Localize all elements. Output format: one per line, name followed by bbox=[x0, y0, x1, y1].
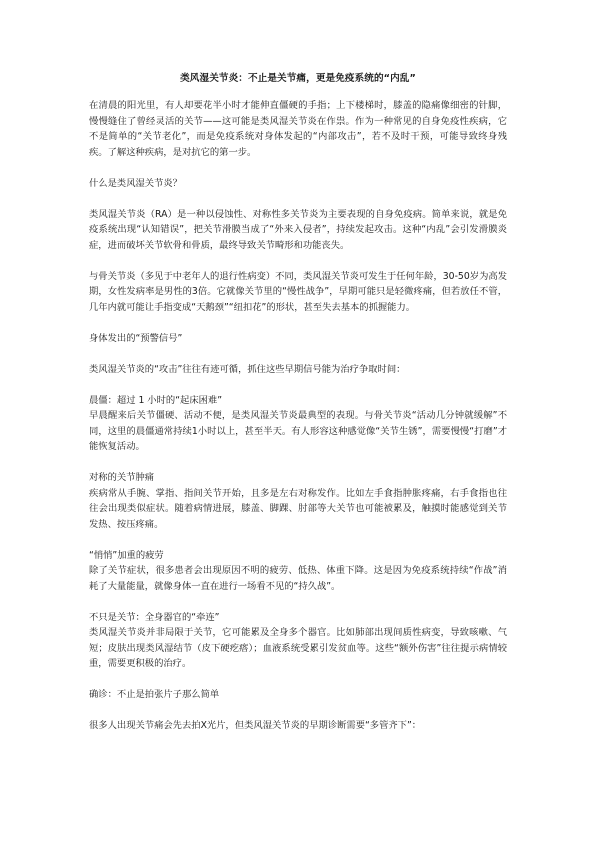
section-heading-diagnosis: 确诊：不止是拍张片子那么简单 bbox=[89, 689, 220, 700]
symptom-label-morning-stiffness: 晨僵：超过 1 小时的“起床困难” bbox=[89, 394, 223, 406]
symptom-text-systemic: 类风湿关节炎并非局限于关节，它可能累及全身多个器官。比如肺部出现间质性病变，导致咳嗽、气短；皮肤出现类风湿结节（皮下硬疙瘩）；血液系统受累引发贫血等。这些“额外伤害”往往提示病情较重，需要更积极的治疗。 bbox=[89, 627, 507, 669]
symptom-label-systemic: 不只是关节：全身器官的“牵连” bbox=[89, 611, 220, 623]
definition-paragraph: 类风湿关节炎（RA）是一种以侵蚀性、对称性多关节炎为主要表现的自身免疫病。简单来说，就是免疫系统出现“认知错误”，把关节滑膜当成了“外来入侵者”，持续发起攻击。这种“内乱”会引发滑膜炎症，进而破坏关节软骨和骨质，最终导致关节畸形和功能丧失。 bbox=[89, 208, 507, 251]
diagnosis-lead: 很多人出现关节痛会先去拍X光片，但类风湿关节炎的早期诊断需要“多管齐下”： bbox=[89, 720, 422, 731]
symptom-label-symmetric-swelling: 对称的关节肿痛 bbox=[89, 472, 155, 483]
document-body bbox=[89, 72, 507, 734]
warning-signs-lead: 类风湿关节炎的“攻击”往往有迹可循，抓住这些早期信号能为治疗争取时间： bbox=[89, 363, 406, 375]
symptom-text-fatigue: 除了关节症状，很多患者会出现原因不明的疲劳、低热、体重下降。这是因为免疫系统持续“作战”消耗了大量能量，就像身体一直在进行一场看不见的“持久战”。 bbox=[89, 565, 507, 592]
symptom-text-symmetric-swelling: 疾病常从手腕、掌指、指间关节开始，且多是左右对称发作。比如左手食指肿胀疼痛，右手食指也往往会出现类似症状。随着病情进展，膝盖、脚踝、肘部等大关节也可能被累及，触摸时能感觉到关节发热、按压疼痛。 bbox=[89, 487, 507, 530]
symptom-label-fatigue: “悄悄”加重的疲劳 bbox=[89, 549, 164, 561]
section-heading-warning-signs: 身体发出的“预警信号” bbox=[89, 332, 183, 344]
symptom-text-morning-stiffness: 早晨醒来后关节僵硬、活动不便，是类风湿关节炎最典型的表现。与骨关节炎“活动几分钟就缓解”不同，这里的晨僵通常持续1小时以上，甚至半天。有人形容这种感觉像“关节生锈”，需要慢慢“打磨”才能恢复活动。 bbox=[89, 410, 507, 452]
section-heading-what-is-ra: 什么是类风湿关节炎？ bbox=[89, 177, 182, 189]
comparison-paragraph: 与骨关节炎（多见于中老年人的退行性病变）不同，类风湿关节炎可发生于任何年龄，30-50岁为高发期，女性发病率是男性的3倍。它就像关节里的“慢性战争”，早期可能只是轻微疼痛，但若放任不管，几年内就可能让手指变成“天鹅颈”“纽扣花”的形状，甚至失去基本的抓握能力。 bbox=[89, 270, 507, 313]
document-title: 类风湿关节炎：不止是关节痛，更是免疫系统的“内乱” bbox=[180, 73, 416, 84]
intro-paragraph: 在清晨的阳光里，有人却要花半小时才能伸直僵硬的手指；上下楼梯时，膝盖的隐痛像细密的针脚，慢慢缝住了曾经灵活的关节——这可能是类风湿关节炎在作祟。作为一种常见的自身免疫性疾病，它不是简单的“关节老化”，而是免疫系统对身体发起的“内部攻击”，若不及时干预，可能导致终身残疾。了解这种疾病，是对抗它的第一步。 bbox=[89, 100, 507, 158]
